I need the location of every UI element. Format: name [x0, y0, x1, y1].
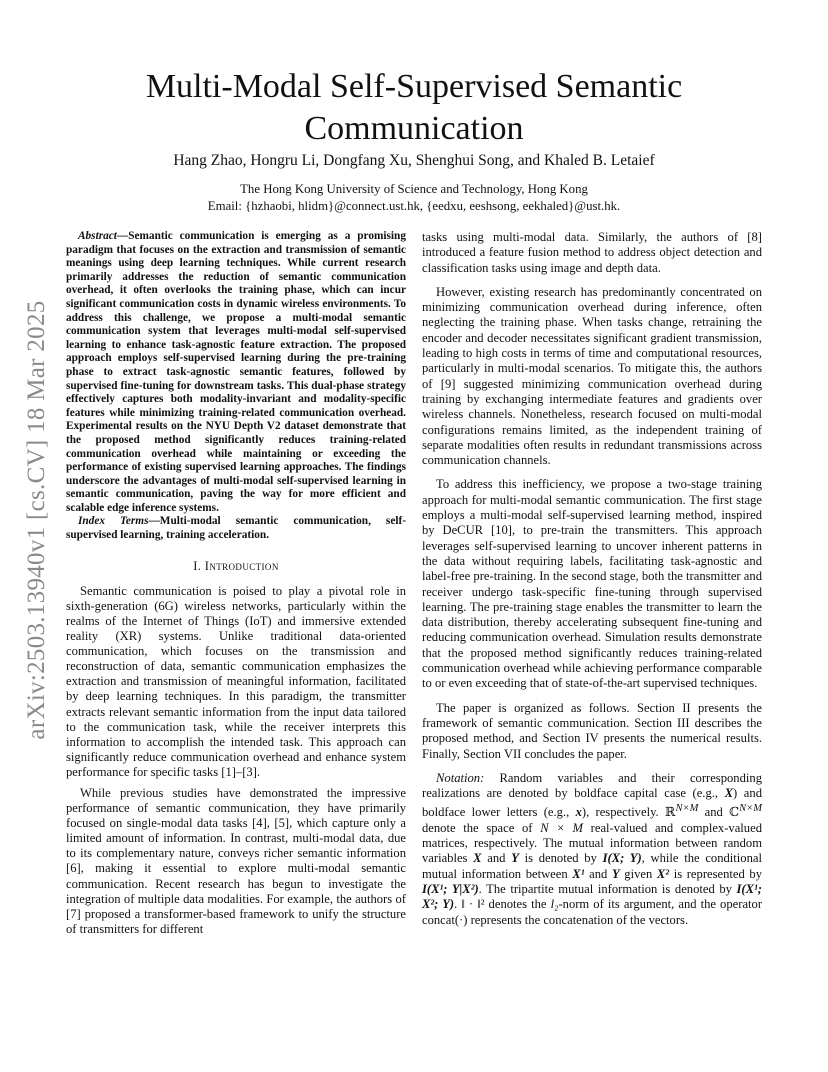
notation-text: ) and boldface lower letters (e.g.,: [422, 786, 762, 820]
right-paragraph-4: The paper is organized as follows. Section II presents the framework of semantic communication. Section III describes the proposed method, and Section IV presents the numerical results. Finally, Section VII concludes the paper.: [422, 700, 762, 761]
notation-text: given: [619, 866, 657, 881]
arxiv-identifier-text: arXiv:2503.13940v1 [cs.CV] 18 Mar 2025: [23, 300, 50, 740]
notation-text: denote the space of: [422, 820, 541, 835]
notation-text: Random variables and their corresponding realizations are denoted by boldface capital case (e.g.,: [422, 770, 762, 801]
notation-text: . ‖ · ‖² denotes the: [454, 897, 551, 912]
notation-text: -norm of its argument, and the operator concat(·) represents the concatenation of the vectors.: [422, 897, 763, 927]
paper-title: Multi-Modal Self-Supervised Semantic Communication: [145, 68, 683, 147]
section-numeral: I.: [193, 558, 202, 573]
math-symbol: l₂: [550, 897, 559, 912]
notation-text: and: [584, 866, 612, 881]
author-list: Hang Zhao, Hongru Li, Dongfang Xu, Shenghui Song, and Khaled B. Letaief: [173, 152, 655, 169]
math-symbol: Y: [611, 866, 620, 881]
math-symbol: X¹: [572, 866, 585, 881]
notation-text: is denoted by: [518, 851, 603, 866]
left-column: [66, 230, 406, 943]
notation-paragraph: [422, 771, 762, 928]
intro-paragraph-2: While previous studies have demonstrated the impressive performance of semantic communication, they have primarily focused on single-modal data tasks [4], [5], which capture only a limited amount of information. In contrast, multi-modal data, due to its complementary nature, conveys richer semantic information [6], making it essential to explore multi-modal semantic communication. Recent research has begun to investigate the integration of multiple data modalities. For example, the authors of [7] proposed a transformer-based framework to unify the structure of transmitters for different: [66, 785, 406, 936]
math-symbol: I(X¹; X²; Y): [422, 882, 762, 912]
right-paragraph-2: However, existing research has predominantly concentrated on minimizing communication overhead during inference, often neglecting the training phase. When tasks change, retraining the encoder and decoder necessitates significant gradient transmission, leading to high costs in terms of time and computational resources, particularly in multi-modal scenarios. To mitigate this, the authors of [9] suggested minimizing communication overhead during training by exchanging intermediate features and gradients over wireless channels. Nonetheless, research focused on multi-modal configurations remains limited, as the independent training of separate modalities often results in redundant transmissions across communication channels.: [422, 284, 762, 468]
right-column: [422, 230, 762, 937]
notation-text: and ℂ: [698, 805, 740, 820]
index-terms-label: Index Terms: [78, 515, 149, 528]
math-superscript: N×M: [675, 803, 699, 815]
notation-text: ), respectively. ℝ: [581, 805, 676, 820]
section-name: Introduction: [204, 558, 279, 573]
index-terms: [66, 515, 406, 542]
math-symbol: I(X¹; Y|X²): [422, 882, 479, 897]
math-symbol: N × M: [540, 820, 583, 835]
index-terms-text: —Multi-modal semantic communication, self-supervised learning, training acceleration.: [66, 515, 406, 542]
notation-text: is represented by: [669, 866, 763, 881]
notation-text: real-valued and complex-valued matrices, respectively. The mutual information between random variables: [422, 820, 762, 866]
abstract: [66, 230, 406, 515]
abstract-label: Abstract: [78, 230, 117, 242]
math-symbol: X: [724, 786, 734, 801]
notation-label: Notation:: [436, 770, 485, 785]
author-emails: Email: {hzhaobi, hlidm}@connect.ust.hk, {eedxu, eeshsong, eekhaled}@ust.hk.: [207, 199, 621, 213]
math-symbol: Y: [511, 851, 519, 866]
notation-text: . The tripartite mutual information is denoted by: [478, 882, 737, 897]
notation-text: and: [481, 851, 512, 866]
right-paragraph-3: To address this inefficiency, we propose a two-stage training approach for multi-modal semantic communication. The first stage employs a multi-modal self-supervised learning method, inspired by DeCUR [10], to pre-train the transmitters. This approach leverages self-supervised learning to uncover inherent patterns in the data without requiring labels, facilitating task-agnostic and label-free pre-training. In the second stage, both the transmitter and receiver undergo task-specific fine-tuning through supervised learning. The pre-training stage enables the transmitter to learn the data distribution, thereby accelerating subsequent fine-tuning and reducing communication overhead. Simulation results demonstrate that the proposed method significantly reduces training-related communication overhead while achieving performance comparable to or even exceeding that of state-of-the-art supervised techniques.: [422, 477, 762, 691]
math-symbol: X²: [656, 866, 670, 881]
math-symbol: x: [575, 805, 582, 820]
math-symbol: I(X; Y): [602, 851, 642, 866]
abstract-text: —Semantic communication is emerging as a promising paradigm that focuses on the extraction and transmission of semantic meanings using deep learning techniques. While current research primarily addresses the reduction of semantic communication overhead, it often overlooks the training phase, which can incur significant communication costs in dynamic wireless environments. To address this challenge, we propose a multi-modal semantic communication system that leverages multi-modal self-supervised learning to enhance task-agnostic feature extraction. The proposed approach employs self-supervised learning during the pre-training phase to extract task-agnostic semantic features, followed by supervised fine-tuning for downstream tasks. This dual-phase strategy effectively captures both modality-invariant and modality-specific features while minimizing training-related communication overhead. Experimental results on the NYU Depth V2 dataset demonstrate that the proposed method significantly reduces training-related communication overhead while maintaining or exceeding the performance of existing supervised learning approaches. The findings underscore the advantages of multi-modal self-supervised learning in semantic communication, paving the way for more efficient and scalable edge inference systems.: [66, 230, 406, 514]
right-paragraph-1: tasks using multi-modal data. Similarly, the authors of [8] introduced a feature fusion method to address object detection and classification tasks using image and depth data.: [422, 230, 762, 275]
math-superscript: N×M: [739, 803, 762, 815]
notation-text: , while the conditional mutual information between: [422, 851, 762, 881]
section-heading-introduction: [66, 559, 406, 574]
affiliation: The Hong Kong University of Science and Technology, Hong Kong: [240, 182, 588, 196]
intro-paragraph-1: Semantic communication is poised to play a pivotal role in sixth-generation (6G) wireless networks, particularly within the realms of the Internet of Things (IoT) and immersive extended reality (XR) systems. Unlike traditional data-oriented communication, which focuses on the transmission and reconstruction of data, semantic communication emphasizes the extraction and transmission of meaningful information, facilitated by deep learning techniques. In this paradigm, the transmitter extracts relevant semantic information from the input data tailored to the communication task, while the receiver interprets this information to accomplish the intended task. This approach can significantly reduce communication overhead and enhance system performance for specific tasks [1]–[3].: [66, 583, 406, 779]
math-symbol: X: [473, 851, 482, 866]
arxiv-identifier: [17, 280, 57, 760]
